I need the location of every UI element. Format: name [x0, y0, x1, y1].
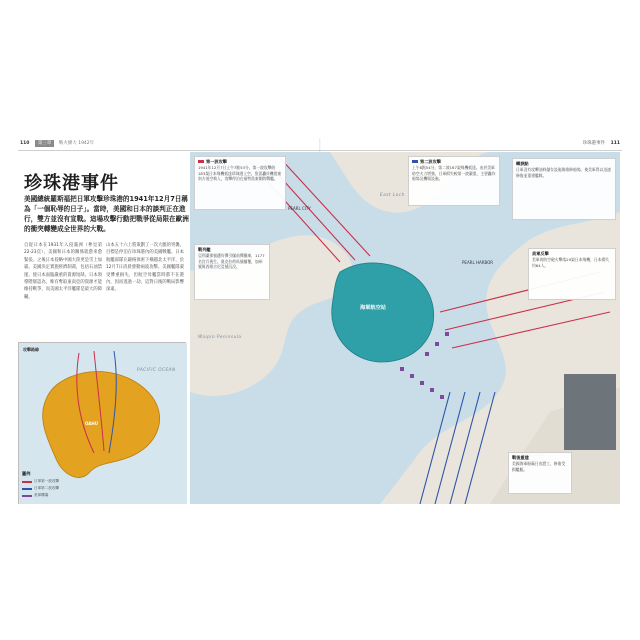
turning-point-body: 日軍沒有攻擊油料儲存設施與維修船塢，使美軍得以迅速修復並重建艦隊。	[516, 167, 611, 178]
second-wave-body: 上午8點54分，第二波167架飛機抵達。由於美軍防空火力增強，日軍損失較第一波嚴重，主要轟炸船塢及機場設施。	[412, 165, 496, 182]
body-column-2: 山本五十六上將策劃了一次大膽的突襲，目標是停泊在珍珠港內的美國戰艦。日本航艦部隊在嚴格保密下橫越北太平洋，於12月7日清晨發動兩波攻擊。美國艦隊蒙受慘重損失，但航空母艦當時都不在港內，因而逃過一劫，這對日後的戰局影響深遠。	[106, 243, 184, 293]
east-loch-label: East Loch	[380, 192, 405, 197]
oahu-inset-map	[18, 342, 186, 504]
chapter-label: 第三章	[35, 140, 55, 147]
battleships-title: 戰列艦	[198, 247, 211, 252]
ship-marker	[400, 367, 404, 371]
first-wave-body: 1941年12月7日上午7點53分，第一波攻擊的183架日本飛機抵達珍珠港上空。魚雷轟炸機從東南方低空飛入，攻擊停泊在福特島東側的戰艦。	[198, 165, 282, 182]
chapter-title: 戰火擴大 1942年	[58, 141, 95, 146]
wave2-swatch	[412, 160, 418, 163]
book-spread	[18, 138, 622, 504]
legend-swatch	[22, 495, 32, 497]
left-page-header	[20, 138, 94, 150]
battleships-body: 亞利桑那號遭炸彈引爆前彈藥庫，1177名官兵喪生。奧克拉荷馬號翻覆，加州號與西維吉尼亞號沉沒。	[198, 253, 265, 270]
ship-marker	[430, 388, 434, 392]
turning-point-title: 轉捩點	[516, 161, 529, 166]
rebuild-panel	[508, 452, 572, 494]
legend-swatch	[22, 481, 32, 483]
turning-point-panel	[512, 158, 616, 220]
pearl-harbor-label: PEARL HARBOR	[462, 260, 494, 265]
legend-item: 日軍第一波攻擊	[22, 479, 59, 484]
pearl-harbor-map	[190, 152, 620, 504]
waipio-label: Waipio Peninsula	[198, 334, 242, 339]
legend-title: 圖例	[22, 471, 31, 476]
ship-marker	[435, 342, 439, 346]
right-page-header	[583, 138, 620, 150]
inset-island-label: OAHU	[85, 421, 98, 426]
us-response-title: 美軍反擊	[532, 251, 549, 256]
us-response-panel	[528, 248, 616, 300]
ship-marker	[420, 381, 424, 385]
second-wave-panel	[408, 156, 500, 206]
harbor-photo	[564, 374, 616, 450]
ship-marker	[410, 374, 414, 378]
page-number-right: 111	[610, 141, 620, 146]
us-response-body: 美軍的防空砲火擊落29架日本飛機，日本損失約64人。	[532, 257, 609, 268]
ship-marker	[425, 352, 429, 356]
ship-marker	[440, 395, 444, 399]
legend-swatch	[22, 488, 32, 490]
rebuild-title: 戰後重建	[512, 455, 529, 460]
battleships-panel	[194, 244, 270, 300]
legend-item: 美軍機場	[22, 493, 48, 498]
inset-ocean-label: PACIFIC OCEAN	[137, 367, 176, 372]
second-wave-title: 第二波攻擊	[420, 159, 441, 164]
article-intro: 美國總統羅斯福把日軍攻擊珍珠港的1941年12月7日稱為「一個恥辱的日子」。當時，美國和日本的談判正在進行，雙方並沒有宣戰。這場攻擊行動把戰爭從局限在歐洲的衝突轉變成全世界的大戰。	[24, 195, 189, 233]
ship-marker	[445, 332, 449, 336]
article-title: 珍珠港事件	[24, 173, 119, 194]
wave1-swatch	[198, 160, 204, 163]
right-page-title: 珍珠港事件	[582, 141, 606, 146]
pearl-city-label: PEARL CITY	[288, 206, 311, 211]
rebuild-body: 美國海軍船廠日夜趕工，修復受損艦艇。	[512, 461, 566, 472]
ford-island-label: 海軍航空站	[360, 305, 386, 311]
body-column-1: 自從日本在1931年入侵滿洲（參見第22-23頁），美國和日本的關係就愈來愈緊張，之後日本侵略中國大陸更是雪上加霜。美國決定實施經濟制裁，包括石油禁運，使日本面臨嚴重的資源短缺。日本領導階層認為，唯有奪取東南亞的資源才能維持戰爭，而美國太平洋艦隊是最大的障礙。	[24, 243, 102, 300]
first-wave-panel	[194, 156, 286, 210]
first-wave-title: 第一波攻擊	[206, 159, 227, 164]
page-number-left: 110	[20, 141, 30, 146]
legend-item: 日軍第二波攻擊	[22, 486, 59, 491]
inset-title: 攻擊路線	[23, 347, 39, 352]
